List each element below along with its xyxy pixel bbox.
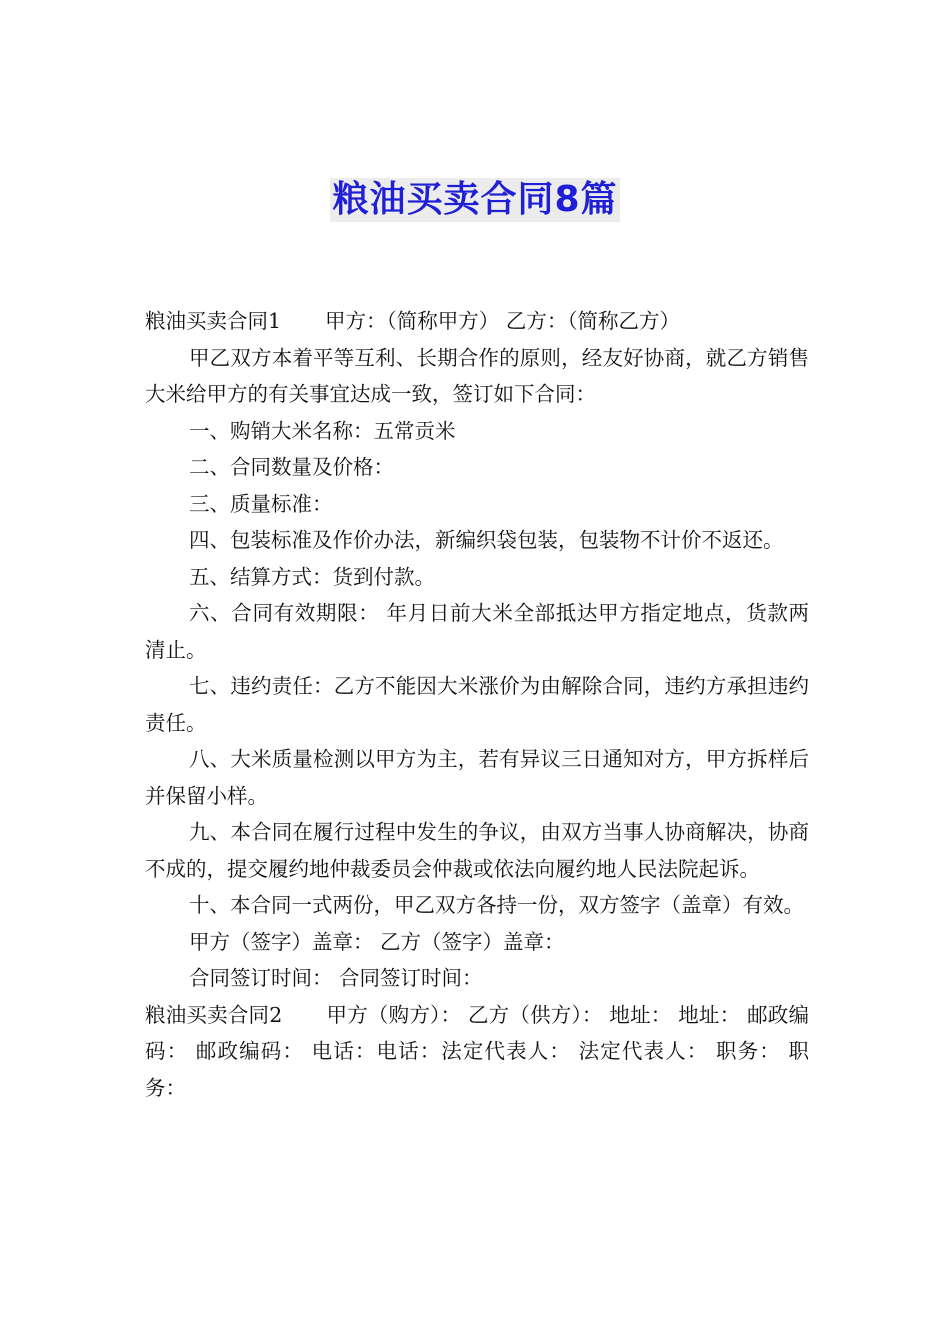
document-title: 粮油买卖合同8篇 <box>332 179 618 220</box>
title-container <box>0 178 950 222</box>
clause-8: 八、大米质量检测以甲方为主，若有异议三日通知对方，甲方拆样后并保留小样。 <box>145 747 809 808</box>
signature-line: 甲方（签字）盖章： 乙方（签字）盖章： <box>189 929 565 954</box>
clause-9: 九、本合同在履行过程中发生的争议，由双方当事人协商解决，协商不成的，提交履约地仲裁委员会仲裁或依法向履约地人民法院起诉。 <box>145 820 809 881</box>
contract-1-parties: 甲方：（简称甲方） 乙方：（简称乙方） <box>325 309 681 333</box>
contract-2-heading <box>145 997 809 1107</box>
clause-7: 七、违约责任：乙方不能因大米涨价为由解除合同，违约方承担违约责任。 <box>145 674 809 735</box>
clause-4: 四、包装标准及作价办法，新编织袋包装，包装物不计价不返还。 <box>189 528 784 552</box>
clause-10: 十、本合同一式两份，甲乙双方各持一份，双方签字（盖章）有效。 <box>189 893 804 917</box>
signing-date-line: 合同签订时间： 合同签订时间： <box>189 966 483 990</box>
clause-3: 三、质量标准： <box>189 491 333 516</box>
document-body <box>145 303 809 1106</box>
contract-1-title: 粮油买卖合同1 <box>145 309 282 333</box>
clause-2: 二、合同数量及价格： <box>189 455 394 479</box>
contract-2-parties: 甲方（购方）： 乙方（供方）： 地址： 地址： 邮政编码： 邮政编码： 电话：电话：法定代表人： 法定代表人： 职务： 职务： <box>145 1002 809 1100</box>
contract-2-title: 粮油买卖合同2 <box>145 1002 283 1027</box>
contract-1-heading <box>145 303 809 340</box>
clause-1: 一、购销大米名称：五常贡米 <box>189 418 456 443</box>
clause-5: 五、结算方式：货到付款。 <box>189 564 435 589</box>
clause-6: 六、合同有效期限： 年月日前大米全部抵达甲方指定地点，货款两清止。 <box>145 601 809 662</box>
paragraph: 甲乙双方本着平等互利、长期合作的原则，经友好协商，就乙方销售大米给甲方的有关事宜达成一致，签订如下合同： <box>145 345 809 406</box>
